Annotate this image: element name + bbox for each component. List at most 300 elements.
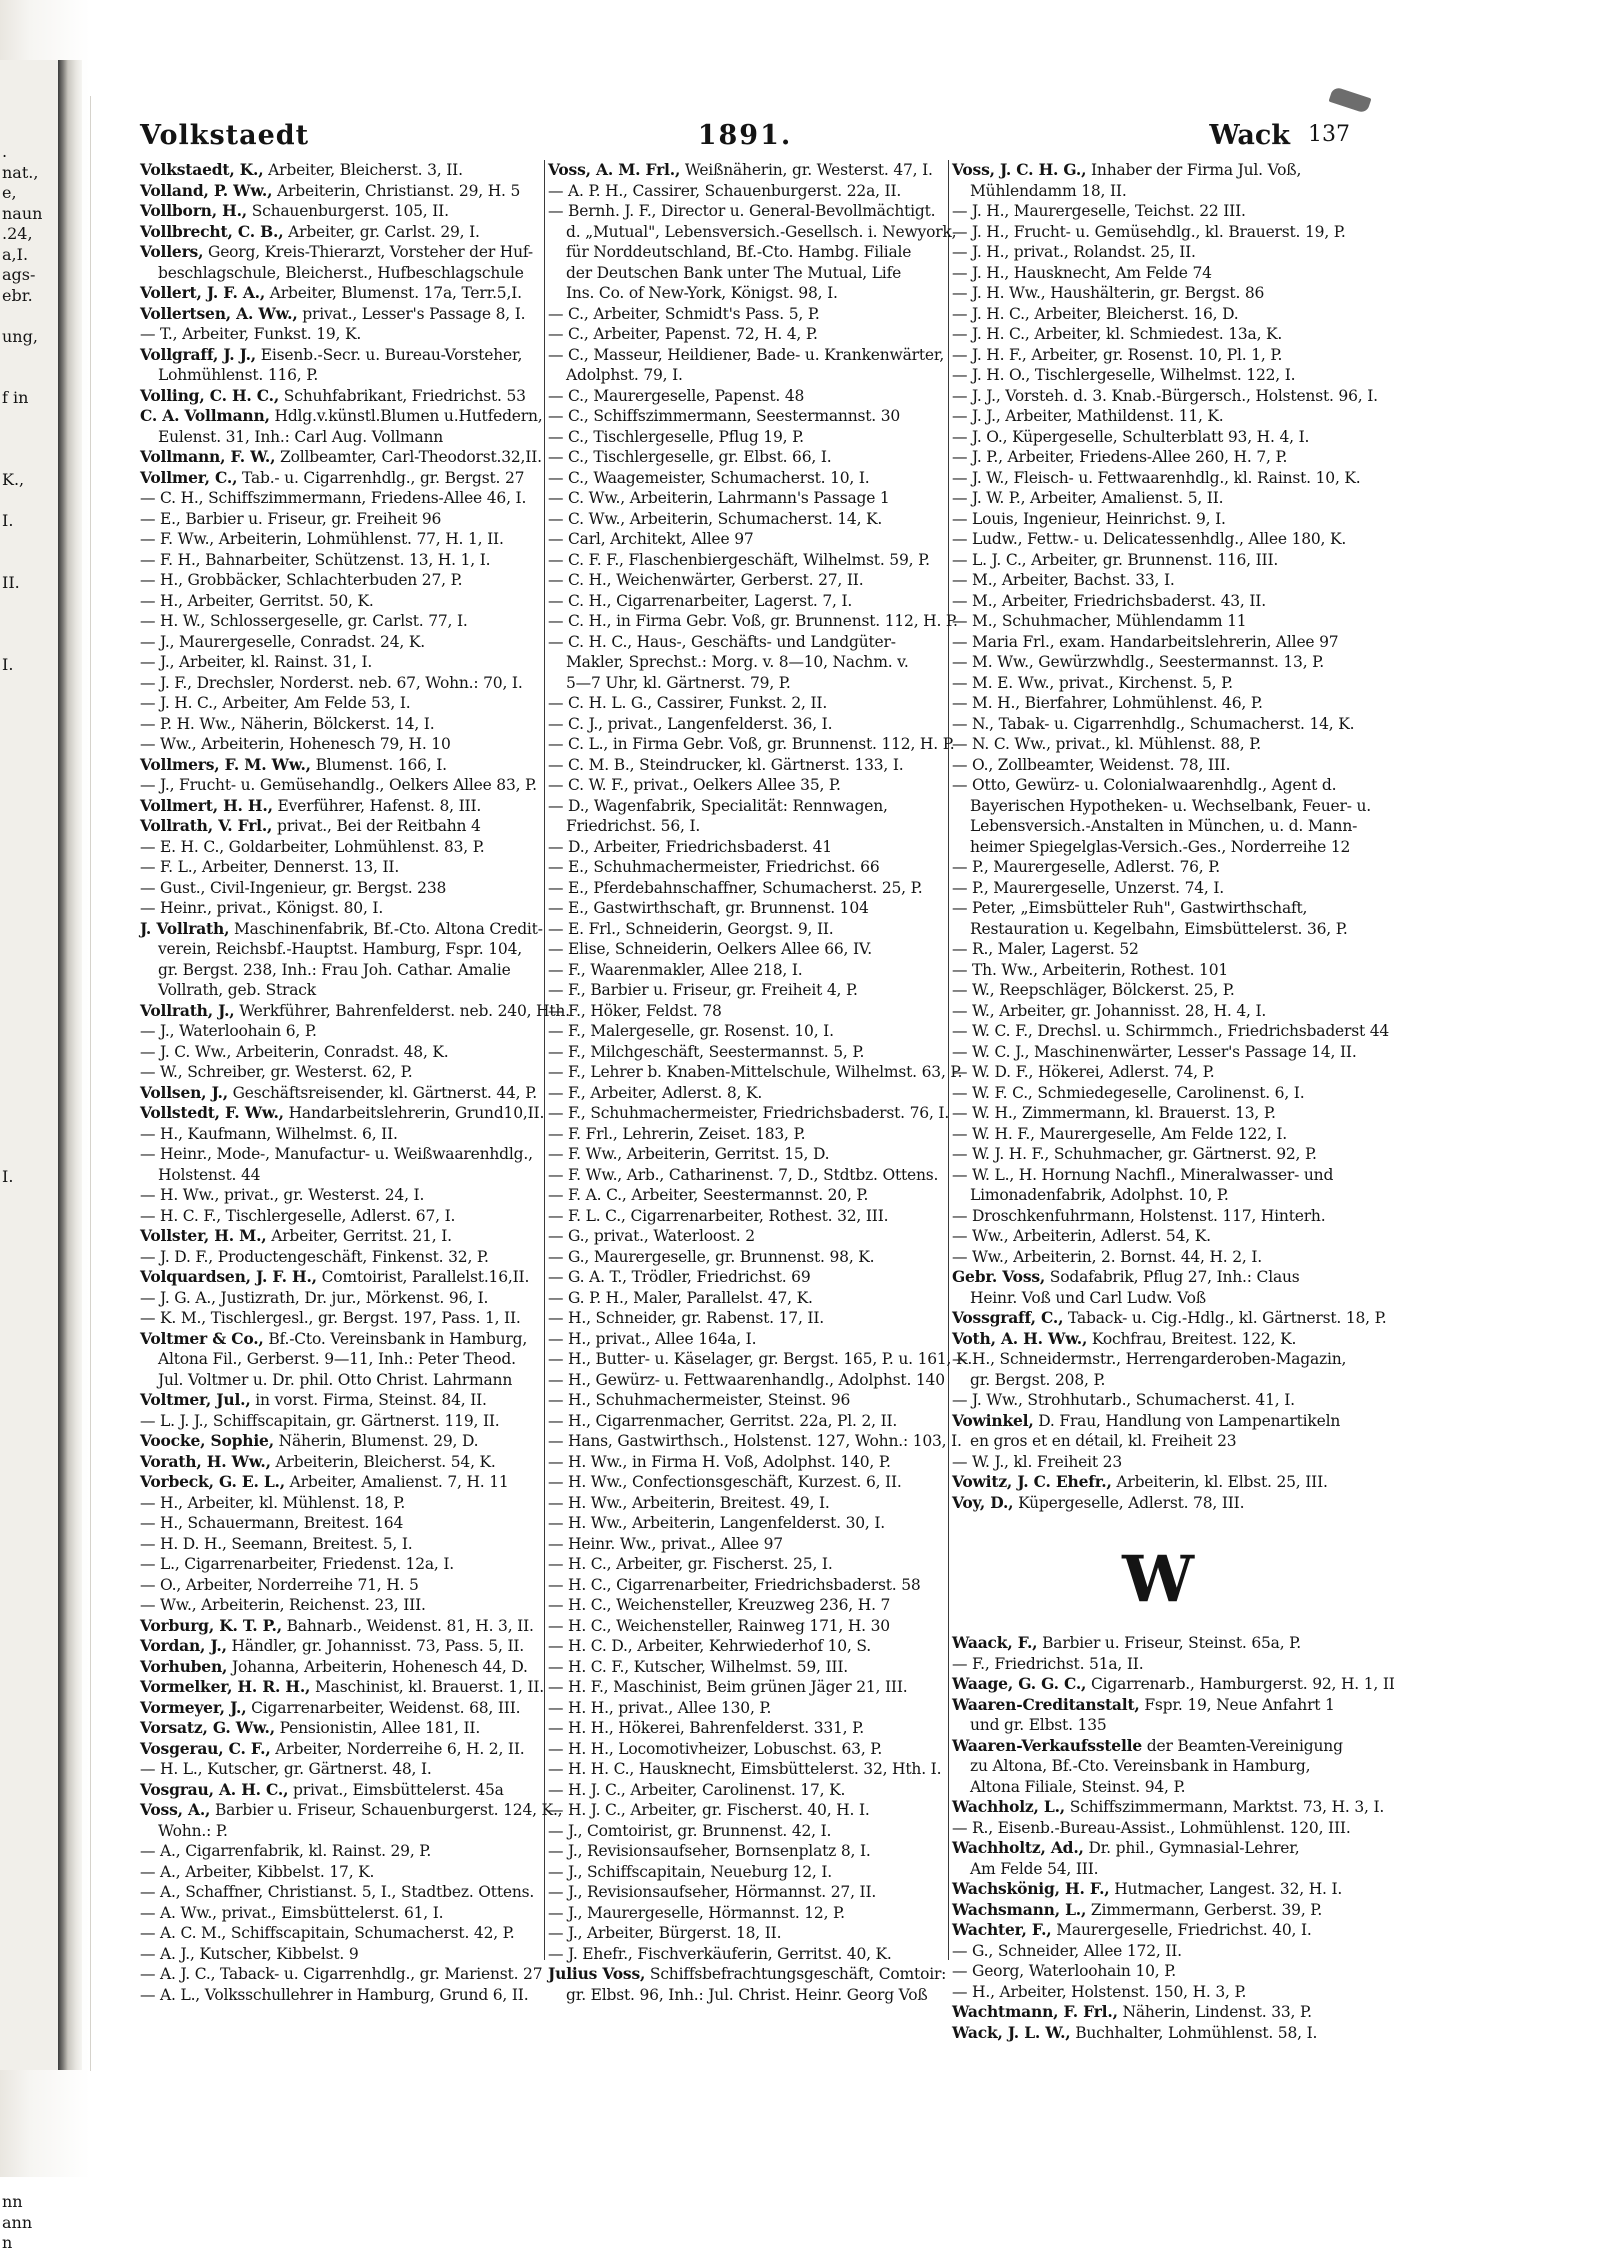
entry-text: — W. H. F., Maurergeselle, Am Felde 122, I. [952, 1124, 1288, 1143]
column-2 [548, 160, 973, 2005]
entry-text: — A. J., Kutscher, Kibbelst. 9 [140, 1944, 359, 1963]
directory-entry [952, 160, 1358, 181]
entry-text: — F. Ww., Arbeiterin, Lohmühlenst. 77, H. 1, II. [140, 530, 504, 548]
directory-entry [952, 796, 1371, 817]
entry-text: — W., Reepschläger, Bölckerst. 25, P. [952, 981, 1235, 999]
entry-text: — H., Schneidermstr., Herrengarderoben-Magazin, [952, 1350, 1347, 1368]
entry-name: Waaren-Verkaufsstelle [952, 1735, 1143, 1755]
entry-text: Zollbeamter, Carl-Theodorst.32,II. [275, 448, 542, 466]
directory-entry [140, 1903, 540, 1924]
directory-entry [140, 1493, 540, 1514]
entry-name: Vosgerau, C. F., [140, 1738, 271, 1758]
directory-entry [140, 1329, 540, 1350]
entry-name: Volquardsen, J. F. H., [140, 1267, 317, 1286]
directory-entry [548, 468, 944, 489]
entry-text: Näherin, Lindenst. 33, P. [1117, 2003, 1312, 2021]
directory-entry [952, 1818, 1358, 1839]
entry-name: Voth, A. H. Ww., [952, 1328, 1088, 1348]
directory-entry [140, 283, 540, 304]
directory-entry [548, 1226, 944, 1247]
directory-entry [548, 1062, 963, 1083]
directory-entry [952, 1920, 1358, 1941]
directory-entry [140, 714, 540, 735]
directory-entry [140, 1226, 540, 1247]
directory-entry [952, 1756, 1358, 1777]
entry-name: Wachtmann, F. Frl., [952, 2002, 1118, 2021]
page-header [140, 120, 1350, 160]
directory-entry [952, 673, 1358, 694]
prev-page-text: . [2, 142, 8, 161]
entry-name: Wachskönig, H. F., [952, 1879, 1110, 1898]
entry-text: für Norddeutschland, Bf.-Cto. Hambg. Filiale [566, 243, 912, 261]
directory-entry [140, 1431, 540, 1452]
directory-entry [952, 201, 1358, 222]
prev-page-text: naun [2, 203, 43, 223]
entry-text: Händler, gr. Johannisst. 73, Pass. 5, II. [226, 1637, 525, 1655]
entry-text: — W. C. F., Drechsl. u. Schirmmch., Friedrichsbaderst 44 [952, 1022, 1390, 1040]
directory-entry [952, 1247, 1358, 1268]
entry-text: — H. Ww., in Firma H. Voß, Adolphst. 140, P. [548, 1452, 891, 1471]
directory-entry [548, 1923, 944, 1944]
directory-entry [140, 386, 540, 407]
directory-entry [548, 734, 955, 755]
directory-entry [952, 1982, 1358, 2003]
entry-text: — W. D. F., Hökerei, Adlerst. 74, P. [952, 1063, 1215, 1081]
entry-text: — F., Schuhmachermeister, Friedrichsbaderst. 76, I. [548, 1104, 950, 1122]
directory-entry [548, 1103, 950, 1124]
directory-entry [952, 1431, 1358, 1452]
entry-text: — A. C. M., Schiffscapitain, Schumacherst. 42, P. [140, 1924, 515, 1942]
directory-entry [548, 1493, 944, 1514]
directory-entry [140, 1083, 540, 1104]
prev-page-text: ung, [2, 326, 38, 346]
directory-entry [548, 1841, 944, 1862]
entry-text: — C., Maurergeselle, Papenst. 48 [548, 386, 805, 405]
entry-text: — J. H., Hausknecht, Am Felde 74 [952, 263, 1212, 282]
directory-entry [140, 755, 540, 776]
entry-name: Vormelker, H. R. H., [140, 1677, 311, 1696]
entry-name: Vorbeck, G. E. L., [140, 1472, 285, 1491]
entry-text: Inhaber der Firma Jul. Voß, [1086, 161, 1302, 179]
entry-text: — L. J. C., Arbeiter, gr. Brunnenst. 116, III. [952, 550, 1279, 569]
directory-entry [140, 632, 540, 653]
directory-entry [952, 1736, 1358, 1757]
prev-page-text: ags- [2, 265, 36, 284]
directory-entry [952, 1103, 1358, 1124]
entry-name: Vollstedt, F. Ww., [140, 1103, 284, 1122]
entry-text: Arbeiterin, Bleicherst. 54, K. [270, 1452, 496, 1471]
entry-name: Vowitz, J. C. Ehefr., [952, 1472, 1112, 1491]
directory-entry [952, 1900, 1358, 1921]
entry-text: — C. H., Cigarrenarbeiter, Lagerst. 7, I. [548, 591, 853, 610]
directory-entry [952, 1062, 1358, 1083]
entry-text: Georg, Kreis-Thierarzt, Vorsteher der Huf- [203, 243, 533, 261]
entry-text: — L. J. J., Schiffscapitain, gr. Gärtnerst. 119, II. [140, 1411, 500, 1430]
entry-name: Vollster, H. M., [140, 1226, 267, 1245]
directory-entry [140, 365, 540, 386]
entry-text: Buchhalter, Lohmühlenst. 58, I. [1070, 2023, 1318, 2042]
directory-entry [140, 222, 540, 243]
directory-entry [140, 1554, 540, 1575]
entry-text: — J., Revisionsaufseher, Bornsenplatz 8, I. [548, 1842, 871, 1860]
entry-text: — H. C., Weichensteller, Rainweg 171, H. 30 [548, 1616, 890, 1635]
entry-name: Voy, D., [952, 1492, 1014, 1512]
entry-name: Gebr. Voss, [952, 1267, 1046, 1286]
entry-text: Sodafabrik, Pflug 27, Inh.: Claus [1045, 1268, 1300, 1286]
entry-name: Waaren-Creditanstalt, [952, 1694, 1140, 1714]
entry-text: — E. Frl., Schneiderin, Georgst. 9, II. [548, 919, 834, 938]
entry-text: — Otto, Gewürz- u. Colonialwaarenhdlg., Agent d. [952, 776, 1337, 794]
entry-text: in vorst. Firma, Steinst. 84, II. [250, 1391, 487, 1409]
directory-entry [140, 1513, 540, 1534]
directory-entry [548, 386, 944, 407]
entry-text: Comtoirist, Parallelst.16,II. [316, 1268, 530, 1286]
entry-text: — W. J. H. F., Schuhmacher, gr. Gärtnerst. 92, P. [952, 1145, 1317, 1163]
entry-text: beschlagschule, Bleicherst., Hufbeschlagschule [158, 263, 524, 282]
directory-entry [140, 1308, 540, 1329]
directory-entry [140, 878, 540, 899]
entry-name: Vollrath, J., [140, 1000, 235, 1020]
directory-entry [952, 1859, 1358, 1880]
directory-entry [140, 1718, 540, 1739]
entry-text: privat., Eimsbüttelerst. 45a [288, 1780, 504, 1799]
entry-text: — H. Ww., Arbeiterin, Breitest. 49, I. [548, 1493, 830, 1512]
directory-entry [140, 1206, 540, 1227]
directory-entry [952, 611, 1358, 632]
directory-entry [140, 1042, 540, 1063]
entry-text: — H. C., Cigarrenarbeiter, Friedrichsbaderst. 58 [548, 1575, 921, 1594]
entry-text: und gr. Elbst. 135 [970, 1716, 1107, 1734]
entry-text: — Heinr., privat., Königst. 80, I. [140, 899, 384, 917]
directory-entry [952, 1021, 1390, 1042]
entry-text: — M. Ww., Gewürzwhdlg., Seestermannst. 13, P. [952, 653, 1324, 671]
entry-text: — C. H., in Firma Gebr. Voß, gr. Brunnenst. 112, H. P. [548, 612, 958, 630]
entry-text: — H., Schuhmachermeister, Steinst. 96 [548, 1391, 851, 1409]
entry-name: Wachholtz, Ad., [952, 1838, 1084, 1857]
directory-entry [952, 898, 1358, 919]
entry-text: D. Frau, Handlung von Lampenartikeln [1033, 1411, 1341, 1430]
entry-text: — Bernh. J. F., Director u. General-Bevollmächtigt. [548, 202, 936, 220]
entry-text: — H. L., Kutscher, gr. Gärtnerst. 48, I. [140, 1760, 432, 1778]
directory-entry [952, 2002, 1358, 2023]
directory-entry [952, 591, 1358, 612]
directory-entry [548, 1964, 947, 1985]
entry-text: — Ludw., Fettw.- u. Delicatessenhdlg., Allee 180, K. [952, 530, 1347, 548]
entry-text: — J. W. P., Arbeiter, Amalienst. 5, II. [952, 489, 1224, 507]
entry-text: Heinr. Voß und Carl Ludw. Voß [970, 1288, 1206, 1307]
entry-text: — J., Arbeiter, Bürgerst. 18, II. [548, 1924, 782, 1942]
entry-text: Schiffsbefrachtungsgeschäft, Comtoir: [645, 1965, 947, 1983]
directory-entry [140, 1759, 540, 1780]
entry-name: Vollmer, C., [140, 467, 238, 487]
entry-name: Wack, J. L. W., [952, 2022, 1071, 2042]
entry-text: — C. L., in Firma Gebr. Voß, gr. Brunnenst. 112, H. P. [548, 735, 955, 753]
entry-text: Küpergeselle, Adlerst. 78, III. [1013, 1493, 1245, 1512]
directory-entry [140, 1103, 545, 1124]
entry-text: — J. G. A., Justizrath, Dr. jur., Mörkenst. 96, I. [140, 1288, 489, 1307]
entry-name: Vollsen, J., [140, 1082, 228, 1102]
directory-entry [952, 857, 1358, 878]
directory-entry [952, 304, 1358, 325]
directory-entry [548, 1657, 944, 1678]
directory-entry [140, 509, 540, 530]
prev-page-text: ebr. [2, 285, 33, 305]
entry-name: Vollmert, H. H., [140, 795, 273, 815]
entry-text: — H., Grobbäcker, Schlachterbuden 27, P. [140, 571, 463, 589]
directory-entry [548, 242, 944, 263]
entry-text: en gros et en détail, kl. Freiheit 23 [970, 1432, 1237, 1450]
entry-text: — N. C. Ww., privat., kl. Mühlenst. 88, P. [952, 735, 1262, 753]
directory-entry [140, 898, 540, 919]
directory-entry [548, 488, 944, 509]
directory-entry [140, 570, 540, 591]
entry-text: — E., Pferdebahnschaffner, Schumacherst. 25, P. [548, 878, 923, 897]
entry-text: Vollrath, geb. Strack [158, 981, 316, 999]
entry-text: — A., Cigarrenfabrik, kl. Rainst. 29, P. [140, 1842, 432, 1860]
entry-text: — E., Barbier u. Friseur, gr. Freiheit 96 [140, 509, 442, 528]
directory-entry [140, 406, 543, 427]
directory-entry [548, 509, 944, 530]
entry-name: J. Vollrath, [140, 918, 230, 938]
entry-text: — G. P. H., Maler, Parallelst. 47, K. [548, 1288, 813, 1307]
directory-entry [952, 468, 1361, 489]
entry-text: gr. Bergst. 208, P. [970, 1370, 1106, 1389]
entry-text: privat., Bei der Reitbahn 4 [272, 817, 481, 835]
directory-entry [952, 837, 1358, 858]
directory-entry [548, 816, 944, 837]
page-number: 137 [1308, 122, 1350, 147]
entry-text: — E., Gastwirthschaft, gr. Brunnenst. 104 [548, 899, 869, 917]
entry-text: Cigarrenarb., Hamburgerst. 92, H. 1, II [1086, 1675, 1395, 1693]
directory-entry [140, 1288, 540, 1309]
directory-entry [140, 775, 540, 796]
directory-entry [548, 1718, 944, 1739]
entry-text: — H., Butter- u. Käselager, gr. Bergst. 165, P. u. 161, K. [548, 1350, 973, 1368]
directory-entry [140, 181, 540, 202]
entry-text: Barbier u. Friseur, Schauenburgerst. 124, K., [210, 1801, 563, 1819]
entry-name: Vollmann, F. W., [140, 447, 276, 466]
entry-text: — F., Milchgeschäft, Seestermannst. 5, P. [548, 1042, 865, 1061]
directory-entry [548, 1698, 944, 1719]
entry-text: Adolphst. 79, I. [566, 366, 683, 384]
entry-text: — F., Lehrer b. Knaben-Mittelschule, Wilhelmst. 63, P. [548, 1063, 963, 1081]
directory-entry [952, 1777, 1358, 1798]
entry-text: — G. A. T., Trödler, Friedrichst. 69 [548, 1268, 811, 1286]
entry-text: Bahnarb., Weidenst. 81, H. 3, II. [281, 1616, 534, 1635]
entry-text: — F. H., Bahnarbeiter, Schützenst. 13, H. 1, I. [140, 550, 491, 569]
entry-text: — F. L. C., Cigarrenarbeiter, Rothest. 32, III. [548, 1206, 889, 1225]
directory-entry [548, 1677, 944, 1698]
entry-text: Arbeiter, Blumenst. 17a, Terr.5,I. [265, 284, 522, 302]
entry-text: — W. C. J., Maschinenwärter, Lesser's Passage 14, II. [952, 1042, 1357, 1061]
directory-entry [952, 1226, 1358, 1247]
entry-name: Voltmer, Jul., [140, 1390, 251, 1409]
entry-name: Vollert, J. F. A., [140, 283, 266, 302]
directory-entry [140, 796, 540, 817]
entry-text: Maschinist, kl. Brauerst. 1, II. [310, 1678, 544, 1696]
directory-entry [952, 1083, 1358, 1104]
directory-entry [548, 345, 944, 366]
entry-text: — A. Ww., privat., Eimsbüttelerst. 61, I. [140, 1903, 444, 1922]
entry-text: Geschäftsreisender, kl. Gärtnerst. 44, P. [227, 1083, 537, 1102]
directory-entry [952, 980, 1358, 1001]
entry-text: — C. H., Weichenwärter, Gerberst. 27, II. [548, 571, 864, 589]
entry-text: Makler, Sprechst.: Morg. v. 8—10, Nachm. v. [566, 653, 909, 671]
entry-text: — Carl, Architekt, Allee 97 [548, 530, 754, 548]
entry-text: heimer Spiegelglas-Versich.-Ges., Norderreihe 12 [970, 837, 1351, 856]
directory-entry [548, 878, 944, 899]
directory-entry [548, 693, 944, 714]
entry-name: Julius Voss, [548, 1964, 646, 1983]
entry-text: — Ww., Arbeiterin, Adlerst. 54, K. [952, 1227, 1211, 1245]
directory-entry [548, 160, 944, 181]
directory-entry [952, 1288, 1358, 1309]
directory-entry [952, 734, 1358, 755]
directory-entry [548, 1165, 944, 1186]
directory-entry [548, 222, 957, 243]
entry-text: Wohn.: P. [158, 1821, 228, 1840]
directory-entry [140, 1964, 543, 1985]
directory-entry [140, 980, 540, 1001]
directory-entry [548, 529, 944, 550]
directory-entry [548, 304, 944, 325]
prev-page-text: .24, [2, 224, 33, 243]
entry-text: — Georg, Waterloohain 10, P. [952, 1962, 1177, 1980]
entry-text: Arbeiterin, Christianst. 29, H. 5 [272, 181, 521, 200]
entry-text: — A. P. H., Cassirer, Schauenburgerst. 22a, II. [548, 181, 902, 200]
directory-entry [952, 1452, 1358, 1473]
entry-text: — F., Barbier u. Friseur, gr. Freiheit 4, P. [548, 981, 858, 999]
entry-text: — J. H. Ww., Haushälterin, gr. Bergst. 86 [952, 284, 1265, 302]
directory-entry [548, 1616, 944, 1637]
directory-entry [952, 1042, 1358, 1063]
entry-text: — J. H. C., Arbeiter, Bleicherst. 16, D. [952, 304, 1239, 323]
entry-text: — C. W. F., privat., Oelkers Allee 35, P. [548, 776, 841, 794]
entry-text: — Hans, Gastwirthsch., Holstenst. 127, Wohn.: 103, I. [548, 1432, 962, 1450]
directory-entry [548, 1083, 944, 1104]
entry-text: Am Felde 54, III. [970, 1859, 1099, 1878]
entry-text: — G., Maurergeselle, gr. Brunnenst. 98, K. [548, 1247, 875, 1266]
directory-entry [952, 1633, 1358, 1654]
directory-entry [140, 1800, 563, 1821]
entry-text: — F., Friedrichst. 51a, II. [952, 1654, 1144, 1673]
directory-entry [140, 529, 540, 550]
directory-entry [548, 1349, 973, 1370]
entry-name: Vormeyer, J., [140, 1697, 247, 1717]
entry-text: — W. F. C., Schmiedegeselle, Carolinenst. 6, I. [952, 1083, 1305, 1102]
directory-entry [140, 1923, 540, 1944]
directory-entry [548, 1206, 944, 1227]
entry-text: — J. Ehefr., Fischverkäuferin, Gerritst. 40, K. [548, 1944, 892, 1963]
entry-text: — C. J., privat., Langenfelderst. 36, I. [548, 714, 833, 733]
entry-text: — H. F., Maschinist, Beim grünen Jäger 21, III. [548, 1678, 908, 1696]
entry-text: — F. Ww., Arb., Catharinenst. 7, D., Stdtbz. Ottens. [548, 1165, 939, 1184]
directory-entry [548, 1329, 944, 1350]
directory-entry [952, 365, 1358, 386]
directory-entry [952, 1411, 1358, 1432]
directory-entry [952, 529, 1358, 550]
prev-page-text: e, [2, 183, 17, 202]
directory-entry [952, 1838, 1358, 1859]
directory-entry [140, 1534, 540, 1555]
entry-text: — Heinr., Mode-, Manufactur- u. Weißwaarenhdlg., [140, 1145, 533, 1163]
directory-entry [952, 1267, 1358, 1288]
directory-entry [140, 1698, 540, 1719]
entry-text: — J. Ww., Strohhutarb., Schumacherst. 41, I. [952, 1391, 1295, 1409]
directory-entry [548, 1575, 944, 1596]
entry-name: Vosgrau, A. H. C., [140, 1779, 289, 1799]
entry-text: privat., Lesser's Passage 8, I. [297, 304, 526, 323]
directory-entry [952, 755, 1358, 776]
entry-text: Dr. phil., Gymnasial-Lehrer, [1083, 1839, 1300, 1857]
directory-entry [952, 878, 1358, 899]
prev-page-text: I. [2, 654, 14, 674]
entry-text: — F., Höker, Feldst. 78 [548, 1001, 722, 1020]
entry-text: — J. H., privat., Rolandst. 25, II. [952, 243, 1196, 261]
entry-text: — D., Arbeiter, Friedrichsbaderst. 41 [548, 837, 832, 856]
entry-text: — Gust., Civil-Ingenieur, gr. Bergst. 238 [140, 878, 447, 897]
directory-entry [952, 1797, 1385, 1818]
directory-entry [140, 324, 540, 345]
directory-entry [952, 488, 1358, 509]
entry-text: — J., Maurergeselle, Hörmannst. 12, P. [548, 1903, 845, 1922]
entry-name: Vowinkel, [952, 1410, 1034, 1430]
directory-entry [952, 1329, 1358, 1350]
entry-text: — C., Schiffszimmermann, Seestermannst. 30 [548, 407, 901, 425]
entry-text: — H. W., Schlossergeselle, gr. Carlst. 77, I. [140, 612, 468, 630]
directory-entry [140, 1472, 540, 1493]
directory-entry [140, 345, 540, 366]
entry-text: der Deutschen Bank unter The Mutual, Life [566, 263, 902, 282]
entry-text: — Maria Frl., exam. Handarbeitslehrerin, Allee 97 [952, 632, 1339, 651]
directory-entry [140, 611, 540, 632]
entry-text: — Ww., Arbeiterin, 2. Bornst. 44, H. 2, I. [952, 1247, 1263, 1266]
directory-entry [140, 1739, 540, 1760]
entry-text: Bf.-Cto. Vereinsbank in Hamburg, [263, 1329, 528, 1348]
entry-text: — Peter, „Eimsbütteler Ruh", Gastwirthschaft, [952, 899, 1308, 917]
entry-text: — J. W., Fleisch- u. Fettwaarenhdlg., kl. Rainst. 10, K. [952, 468, 1361, 487]
directory-entry [140, 591, 540, 612]
entry-name: Vollborn, H., [140, 201, 247, 220]
directory-entry [548, 550, 944, 571]
entry-text: — R., Maler, Lagerst. 52 [952, 940, 1139, 958]
entry-text: Lebensversich.-Anstalten in München, u. d. Mann- [970, 817, 1358, 835]
directory-entry [548, 365, 944, 386]
directory-entry [140, 1677, 544, 1698]
directory-entry [548, 1370, 944, 1391]
entry-text: Friedrichst. 56, I. [566, 817, 701, 835]
directory-entry [548, 1944, 944, 1965]
entry-text: — C., Tischlergeselle, gr. Elbst. 66, I. [548, 448, 832, 466]
directory-entry [952, 181, 1358, 202]
directory-entry [140, 1370, 540, 1391]
column-rule [544, 160, 545, 1960]
entry-name: Vollgraff, J. J., [140, 344, 256, 364]
entry-text: — H. Ww., Confectionsgeschäft, Kurzest. 6, II. [548, 1473, 902, 1491]
entry-name: Vollmers, F. M. Ww., [140, 754, 311, 774]
entry-text: Schauenburgerst. 105, II. [246, 202, 449, 220]
directory-entry [952, 1001, 1358, 1022]
entry-text: d. „Mutual", Lebensversich.-Gesellsch. i. Newyork, [566, 222, 957, 241]
directory-entry [952, 345, 1358, 366]
directory-entry [140, 1821, 540, 1842]
entry-text: Weißnäherin, gr. Westerst. 47, I. [680, 161, 933, 179]
entry-text: Näherin, Blumenst. 29, D. [273, 1432, 479, 1450]
directory-entry [140, 693, 540, 714]
entry-text: — H. H., privat., Allee 130, P. [548, 1698, 772, 1717]
entry-text: — C., Arbeiter, Schmidt's Pass. 5, P. [548, 304, 820, 323]
entry-text: Restauration u. Kegelbahn, Eimsbüttelerst. 36, P. [970, 919, 1348, 938]
